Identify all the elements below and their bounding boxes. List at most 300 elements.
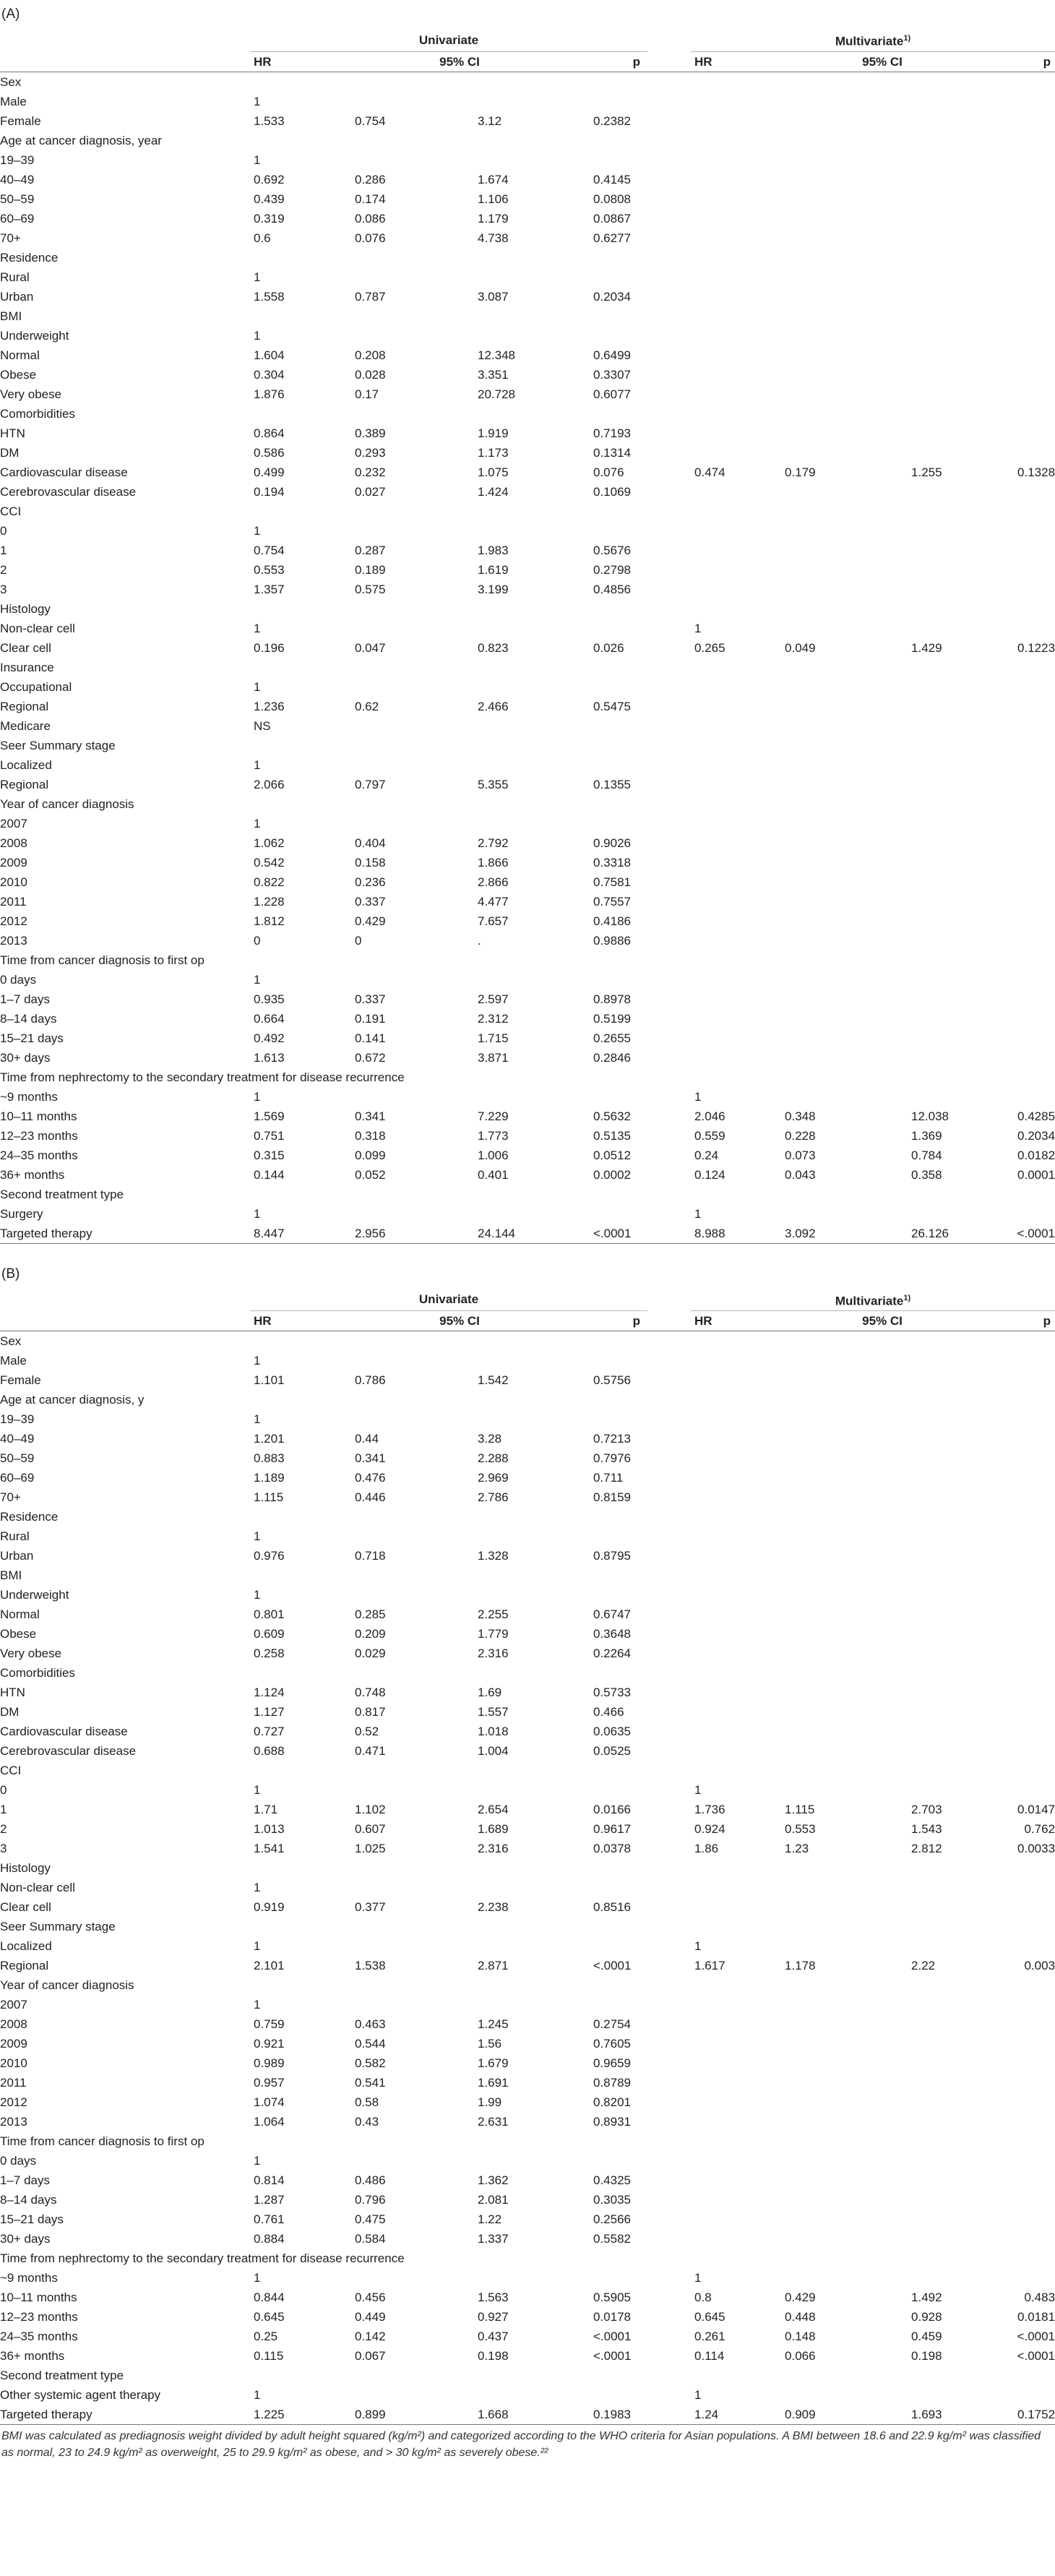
row-gap bbox=[647, 911, 691, 931]
table-row bbox=[0, 560, 1055, 580]
multi-hr bbox=[691, 385, 770, 404]
row-label: 70+ bbox=[0, 231, 21, 245]
uni-p: 0.076 bbox=[593, 465, 624, 479]
uni-ci-high bbox=[460, 2151, 568, 2171]
uni-ci-low bbox=[351, 1527, 460, 1546]
regression-table bbox=[0, 29, 1055, 1244]
multi-p bbox=[994, 1204, 1055, 1224]
multi-ci-high bbox=[886, 1351, 994, 1370]
multi-p: 0.1328 bbox=[1017, 465, 1055, 479]
multi-hr bbox=[691, 170, 770, 189]
multi-p bbox=[994, 853, 1055, 872]
uni-hr: 1 bbox=[254, 2271, 261, 2285]
uni-ci-high: 1.173 bbox=[478, 445, 509, 460]
multi-hr bbox=[691, 150, 770, 170]
multi-ci-low bbox=[770, 2073, 886, 2092]
multi-ci-high bbox=[886, 2171, 994, 2190]
uni-ci-high bbox=[460, 2385, 568, 2405]
multi-p bbox=[994, 2014, 1055, 2034]
uni-p: 0.5582 bbox=[593, 2232, 631, 2246]
table-row bbox=[0, 833, 1055, 853]
row-gap bbox=[647, 345, 691, 365]
multi-p bbox=[994, 1351, 1055, 1370]
multi-p bbox=[994, 755, 1055, 775]
row-label: Localized bbox=[0, 1939, 52, 1954]
uni-p: 0.8931 bbox=[593, 2115, 631, 2129]
table-row bbox=[0, 1165, 1055, 1185]
multi-ci-low bbox=[770, 326, 886, 345]
multi-p bbox=[994, 2092, 1055, 2112]
table-group-row bbox=[0, 404, 1055, 424]
multi-hr bbox=[691, 1370, 770, 1390]
multi-hr bbox=[691, 1048, 770, 1068]
row-label: 10–11 months bbox=[0, 1109, 77, 1123]
table-group-row bbox=[0, 1068, 1055, 1087]
row-gap bbox=[647, 2327, 691, 2346]
uni-ci-low: 0.456 bbox=[355, 2291, 386, 2305]
row-gap bbox=[647, 365, 691, 385]
row-gap bbox=[647, 677, 691, 697]
uni-p: <.0001 bbox=[593, 2330, 632, 2344]
multi-ci-high bbox=[886, 1644, 994, 1663]
multi-hr: 0.474 bbox=[694, 465, 725, 479]
multi-p: 0.1752 bbox=[994, 2405, 1055, 2425]
uni-p: 0.5905 bbox=[593, 2291, 631, 2305]
uni-ci-high: 1.56 bbox=[478, 2037, 502, 2051]
multi-ci-low bbox=[770, 443, 886, 463]
uni-ci-high bbox=[460, 1936, 568, 1956]
multi-hr bbox=[691, 1702, 770, 1722]
uni-p: 0.3318 bbox=[593, 855, 631, 870]
uni-hr: 0.957 bbox=[254, 2076, 285, 2090]
table-row bbox=[0, 853, 1055, 872]
row-label: 1–7 days bbox=[0, 992, 50, 1006]
row-gap bbox=[647, 1409, 691, 1429]
multi-ci-low bbox=[770, 521, 886, 541]
multi-p bbox=[994, 1048, 1055, 1068]
uni-ci-high: . bbox=[478, 933, 481, 948]
uni-hr: 0.921 bbox=[254, 2037, 285, 2051]
multi-ci-high bbox=[886, 1409, 994, 1429]
multi-p bbox=[994, 1527, 1055, 1546]
table-row bbox=[0, 1087, 1055, 1107]
multi-p: 0.483 bbox=[1024, 2291, 1055, 2305]
uni-hr: 0.754 bbox=[254, 543, 285, 557]
uni-ci-low: 0.476 bbox=[355, 1471, 386, 1485]
uni-ci-high bbox=[460, 1878, 568, 1897]
multi-ci-high bbox=[886, 1702, 994, 1722]
uni-ci-high: 1.679 bbox=[478, 2056, 509, 2071]
row-label: 30+ days bbox=[0, 2232, 51, 2246]
uni-ci-high: 2.081 bbox=[478, 2193, 509, 2207]
uni-ci-low: 0.787 bbox=[355, 289, 386, 304]
uni-ci-high: 5.355 bbox=[478, 777, 509, 791]
uni-hr: 1 bbox=[254, 1529, 261, 1544]
table-row bbox=[0, 1527, 1055, 1546]
panel-label: (B) bbox=[1, 1266, 20, 1281]
uni-hr: 0.499 bbox=[254, 465, 285, 479]
uni-p bbox=[568, 92, 647, 111]
table-group-row bbox=[0, 502, 1055, 521]
row-label: Targeted therapy bbox=[0, 2405, 250, 2425]
uni-ci-low: 0.286 bbox=[355, 172, 386, 186]
uni-ci-low bbox=[351, 1995, 460, 2014]
header-blank bbox=[0, 1289, 250, 1311]
multi-p: <.0001 bbox=[1017, 2330, 1055, 2344]
uni-hr: 2.101 bbox=[254, 1959, 285, 1973]
row-label: Rural bbox=[0, 1529, 30, 1544]
uni-ci-low: 0.446 bbox=[355, 1490, 386, 1505]
multi-p bbox=[994, 697, 1055, 716]
multi-hr: 0.114 bbox=[694, 2349, 725, 2364]
row-gap bbox=[647, 521, 691, 541]
multi-ci-low: 0.909 bbox=[770, 2405, 886, 2425]
uni-ci-high: 1.004 bbox=[478, 1744, 509, 1759]
table-group-row bbox=[0, 2131, 1055, 2151]
multi-p bbox=[994, 424, 1055, 443]
row-gap bbox=[647, 189, 691, 209]
table-row bbox=[0, 872, 1055, 892]
row-label: 8–14 days bbox=[0, 1011, 57, 1026]
uni-hr: 0.194 bbox=[254, 484, 285, 499]
table-row bbox=[0, 1370, 1055, 1390]
multi-ci-high bbox=[886, 1087, 994, 1107]
multi-ci-high: 1.693 bbox=[886, 2405, 994, 2425]
row-label: Very obese bbox=[0, 1647, 62, 1661]
uni-ci-high: 2.631 bbox=[478, 2115, 509, 2129]
row-gap bbox=[647, 872, 691, 892]
multi-ci-low bbox=[770, 1029, 886, 1048]
row-gap bbox=[647, 697, 691, 716]
uni-p: 0.466 bbox=[593, 1705, 624, 1720]
uni-ci-low bbox=[351, 92, 460, 111]
uni-p bbox=[568, 150, 647, 170]
multi-ci-high bbox=[886, 1527, 994, 1546]
multi-ci-high bbox=[886, 1429, 994, 1448]
table-row bbox=[0, 2385, 1055, 2405]
multi-ci-high bbox=[886, 1468, 994, 1487]
uni-hr: 0.989 bbox=[254, 2056, 285, 2071]
row-label: 2011 bbox=[0, 894, 27, 909]
table-group-row bbox=[0, 1566, 1055, 1585]
row-gap bbox=[647, 1087, 691, 1107]
multi-hr bbox=[691, 853, 770, 872]
multi-p: 0.1223 bbox=[1017, 640, 1055, 655]
row-gap bbox=[647, 1702, 691, 1722]
table-row bbox=[0, 482, 1055, 502]
uni-ci-low: 0.62 bbox=[355, 699, 379, 713]
row-gap bbox=[647, 1585, 691, 1605]
row-gap bbox=[647, 1780, 691, 1800]
table-row bbox=[0, 1468, 1055, 1487]
group-label: CCI bbox=[0, 1764, 22, 1778]
multi-ci-high bbox=[886, 521, 994, 541]
uni-ci-low: 0.607 bbox=[355, 1822, 386, 1837]
multi-hr bbox=[691, 228, 770, 248]
uni-ci-low: 0.389 bbox=[355, 426, 386, 440]
uni-hr: 1.225 bbox=[250, 2405, 351, 2425]
uni-hr: 0.304 bbox=[254, 367, 285, 382]
multi-ci-high bbox=[886, 775, 994, 794]
row-label: 0 days bbox=[0, 972, 37, 987]
multi-ci-low bbox=[770, 677, 886, 697]
multi-ci-high bbox=[886, 1029, 994, 1048]
table-group-row bbox=[0, 248, 1055, 267]
group-label: Comorbidities bbox=[0, 1666, 75, 1680]
row-gap bbox=[647, 2307, 691, 2327]
row-gap bbox=[647, 2034, 691, 2053]
uni-p bbox=[568, 1995, 647, 2014]
multi-ci-high bbox=[886, 541, 994, 560]
row-gap bbox=[647, 1048, 691, 1068]
row-label: 19–39 bbox=[0, 1412, 35, 1427]
uni-ci-low: 0.287 bbox=[355, 543, 386, 557]
uni-p bbox=[568, 755, 647, 775]
uni-hr: 1.357 bbox=[254, 582, 285, 596]
multi-ci-low bbox=[770, 1546, 886, 1566]
multi-ci-low: 0.228 bbox=[785, 1128, 816, 1143]
multi-ci-high bbox=[886, 989, 994, 1009]
uni-ci-high: 2.969 bbox=[478, 1471, 509, 1485]
multi-hr bbox=[691, 209, 770, 228]
row-gap bbox=[647, 482, 691, 502]
row-gap bbox=[647, 1936, 691, 1956]
uni-p: 0.2798 bbox=[593, 562, 631, 577]
multi-hr: 0.645 bbox=[694, 2310, 725, 2324]
multi-ci-high: 2.703 bbox=[911, 1803, 942, 1817]
multi-hr bbox=[691, 2229, 770, 2249]
table-row bbox=[0, 1107, 1055, 1126]
multi-p bbox=[994, 1409, 1055, 1429]
row-gap bbox=[647, 267, 691, 287]
multi-ci-low bbox=[770, 1722, 886, 1741]
multi-hr bbox=[691, 1585, 770, 1605]
multi-p bbox=[994, 1897, 1055, 1917]
multi-hr bbox=[691, 911, 770, 931]
uni-ci-low bbox=[351, 150, 460, 170]
row-gap bbox=[647, 443, 691, 463]
multi-hr bbox=[691, 2171, 770, 2190]
multi-p: 0.2034 bbox=[1017, 1128, 1055, 1143]
table-row bbox=[0, 1956, 1055, 1975]
header-gap bbox=[647, 1289, 691, 1311]
panel-label: (A) bbox=[1, 7, 20, 22]
uni-p bbox=[568, 716, 647, 736]
uni-ci-low bbox=[351, 619, 460, 638]
multi-ci-high bbox=[886, 580, 994, 599]
uni-ci-high: 2.871 bbox=[478, 1959, 509, 1973]
uni-hr: 0.801 bbox=[254, 1607, 285, 1622]
multi-p bbox=[994, 560, 1055, 580]
uni-ci-low bbox=[351, 755, 460, 775]
table-row bbox=[0, 463, 1055, 482]
multi-ci-high bbox=[886, 814, 994, 833]
uni-p: 0.2754 bbox=[593, 2017, 631, 2032]
uni-ci-low: 0.471 bbox=[355, 1744, 386, 1759]
row-label: Female bbox=[0, 1373, 41, 1388]
row-label: 8–14 days bbox=[0, 2193, 57, 2207]
uni-p: 0.5135 bbox=[593, 1128, 631, 1143]
uni-p: 0.3035 bbox=[593, 2193, 631, 2207]
table-group-row bbox=[0, 599, 1055, 619]
uni-p bbox=[568, 326, 647, 345]
uni-ci-high: 2.466 bbox=[478, 699, 509, 713]
multi-hr bbox=[691, 697, 770, 716]
multi-hr bbox=[691, 1624, 770, 1644]
uni-hr: 0.864 bbox=[254, 426, 285, 440]
row-label: 50–59 bbox=[0, 1451, 35, 1466]
multi-ci-high: 0.198 bbox=[911, 2349, 942, 2364]
multi-hr: 0.24 bbox=[694, 1148, 719, 1162]
multi-hr bbox=[691, 1468, 770, 1487]
multi-ci-low bbox=[770, 775, 886, 794]
multi-hr: 0.559 bbox=[694, 1128, 725, 1143]
group-label: Time from nephrectomy to the secondary treatment for disease recurrence bbox=[0, 1070, 405, 1084]
table-row bbox=[0, 2092, 1055, 2112]
multi-p bbox=[994, 1370, 1055, 1390]
multi-ci-high bbox=[886, 2073, 994, 2092]
uni-ci-low: 0 bbox=[355, 933, 362, 948]
uni-ci-low: 0.285 bbox=[355, 1607, 386, 1622]
multi-p bbox=[994, 580, 1055, 599]
uni-hr: 1.71 bbox=[254, 1803, 278, 1817]
multi-ci-low bbox=[770, 1087, 886, 1107]
row-label: Cardiovascular disease bbox=[0, 1725, 128, 1739]
uni-hr: 1.101 bbox=[254, 1373, 285, 1388]
univariate-header: Univariate bbox=[250, 29, 647, 51]
group-label: Time from cancer diagnosis to first op bbox=[0, 953, 204, 967]
row-gap bbox=[647, 1429, 691, 1448]
row-label: Non-clear cell bbox=[0, 1881, 75, 1895]
group-label: Histology bbox=[0, 1861, 51, 1876]
multi-ci-low bbox=[770, 2210, 886, 2229]
uni-hr: 1.613 bbox=[254, 1050, 285, 1065]
uni-ci-high: 2.255 bbox=[478, 1607, 509, 1622]
multi-ci-low bbox=[770, 2034, 886, 2053]
multi-ci-high bbox=[886, 1936, 994, 1956]
row-gap bbox=[647, 2288, 691, 2307]
multi-p bbox=[994, 970, 1055, 989]
multi-ci-low: 0.066 bbox=[785, 2349, 816, 2364]
multi-hr: 1 bbox=[694, 1783, 702, 1798]
row-gap bbox=[647, 1351, 691, 1370]
multi-ci-high bbox=[886, 2385, 994, 2405]
multi-ci-low bbox=[770, 833, 886, 853]
multi-ci-low bbox=[770, 170, 886, 189]
multi-p bbox=[994, 989, 1055, 1009]
multi-hr bbox=[691, 92, 770, 111]
multi-hr bbox=[691, 1605, 770, 1624]
multi-ci-low: 0.429 bbox=[785, 2291, 816, 2305]
uni-ci-low: 0.796 bbox=[355, 2193, 386, 2207]
multi-hr bbox=[691, 1351, 770, 1370]
multi-hr bbox=[691, 814, 770, 833]
multi-p: 0.762 bbox=[1024, 1822, 1055, 1837]
row-gap bbox=[647, 2229, 691, 2249]
multi-hr bbox=[691, 1897, 770, 1917]
table-group-row bbox=[0, 2249, 1055, 2268]
multi-ci-high bbox=[886, 385, 994, 404]
row-label: 40–49 bbox=[0, 1432, 35, 1446]
uni-ci-low bbox=[351, 1409, 460, 1429]
row-gap bbox=[647, 1487, 691, 1507]
row-gap bbox=[647, 580, 691, 599]
uni-ci-high: 0.437 bbox=[478, 2330, 509, 2344]
uni-ci-low bbox=[351, 1204, 460, 1224]
table-row bbox=[0, 345, 1055, 365]
table-group-row bbox=[0, 1331, 1055, 1352]
multi-hr bbox=[691, 443, 770, 463]
multi-hr bbox=[691, 716, 770, 736]
uni-ci-high: 3.871 bbox=[478, 1050, 509, 1065]
multi-ci-high bbox=[886, 1546, 994, 1566]
table-row bbox=[0, 1683, 1055, 1702]
table-row bbox=[0, 1585, 1055, 1605]
multi-ci-low bbox=[770, 2229, 886, 2249]
uni-hr: 1 bbox=[254, 1939, 261, 1954]
row-gap bbox=[647, 1800, 691, 1819]
table-group-row bbox=[0, 950, 1055, 970]
multi-ci-low: 0.348 bbox=[785, 1109, 816, 1123]
uni-ci-low: 0.189 bbox=[355, 562, 386, 577]
row-label: Obese bbox=[0, 1627, 37, 1641]
row-label: 50–59 bbox=[0, 192, 35, 206]
multi-p bbox=[994, 1087, 1055, 1107]
row-gap bbox=[647, 92, 691, 111]
table-row bbox=[0, 697, 1055, 716]
multi-ci-high bbox=[886, 326, 994, 345]
table-row bbox=[0, 1800, 1055, 1819]
multi-hr bbox=[691, 1995, 770, 2014]
uni-ci-low: 0.191 bbox=[355, 1011, 386, 1026]
row-gap bbox=[647, 1448, 691, 1468]
row-label: 60–69 bbox=[0, 211, 35, 226]
uni-ci-high: 2.866 bbox=[478, 875, 509, 889]
row-label: Regional bbox=[0, 777, 49, 791]
table-row bbox=[0, 1741, 1055, 1761]
uni-ci-high: 1.674 bbox=[478, 172, 509, 186]
multi-p bbox=[994, 1585, 1055, 1605]
multi-hr bbox=[691, 2014, 770, 2034]
multi-ci-low bbox=[770, 1585, 886, 1605]
uni-p: 0.9886 bbox=[593, 933, 631, 948]
uni-hr: 1.013 bbox=[254, 1822, 285, 1837]
multi-hr bbox=[691, 189, 770, 209]
table-row bbox=[0, 2405, 1055, 2425]
multi-ci-high bbox=[886, 2190, 994, 2210]
multi-ci-low bbox=[770, 1448, 886, 1468]
group-label: Year of cancer diagnosis bbox=[0, 797, 134, 811]
uni-ci-low: 2.956 bbox=[351, 1224, 460, 1244]
multi-ci-high: 26.126 bbox=[886, 1224, 994, 1244]
multi-hr bbox=[691, 2053, 770, 2073]
multi-p: 0.4285 bbox=[1017, 1109, 1055, 1123]
row-label: 2 bbox=[0, 562, 7, 577]
row-label: 2 bbox=[0, 1822, 7, 1837]
multi-p bbox=[994, 1468, 1055, 1487]
table-group-row bbox=[0, 1185, 1055, 1204]
uni-p: 0.7193 bbox=[593, 426, 631, 440]
uni-p: 0.6747 bbox=[593, 1607, 631, 1622]
multi-hr bbox=[691, 755, 770, 775]
multi-p: 0.0001 bbox=[1017, 1167, 1055, 1182]
table-row bbox=[0, 267, 1055, 287]
multi-ci-low bbox=[770, 1878, 886, 1897]
uni-hr: 0.814 bbox=[254, 2173, 285, 2188]
uni-p: 0.1983 bbox=[568, 2405, 647, 2425]
uni-ci-high bbox=[460, 326, 568, 345]
multi-p bbox=[994, 1683, 1055, 1702]
